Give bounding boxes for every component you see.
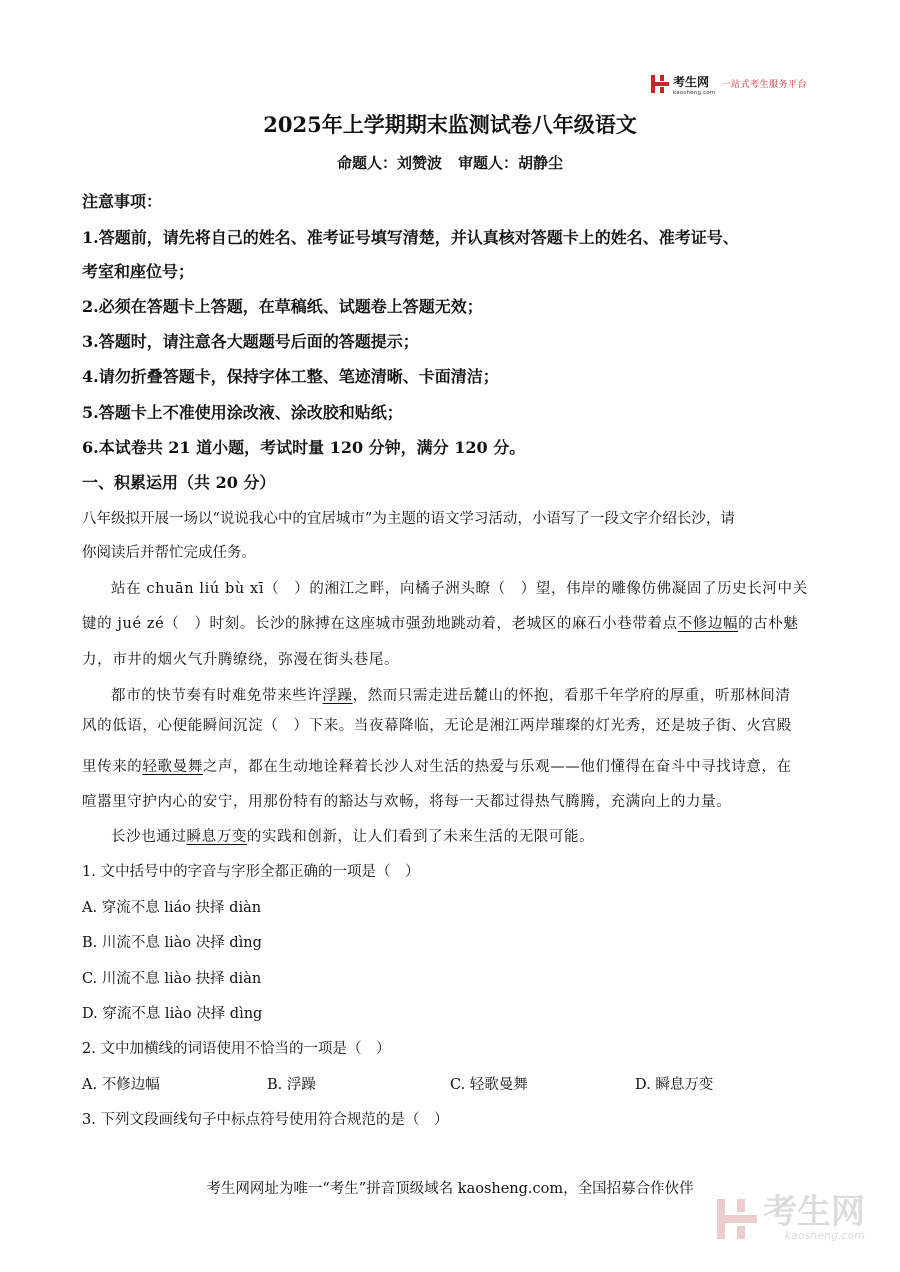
underlined-word: 瞬息万变 <box>186 829 247 845</box>
watermark-logo-icon <box>717 1199 757 1239</box>
question-3: 3. 下列文段画线句子中标点符号使用符合规范的是（ ） <box>82 1112 449 1128</box>
q2-option-b: B. 浮躁 <box>267 1077 316 1093</box>
passage-line: 风的低语，心便能瞬间沉淀（ ）下来。当夜幕降临，无论是湘江两岸璀璨的灯光秀，还是坡子街、火宫殿 <box>82 718 792 734</box>
passage-line: 键的 jué zé（ ）时刻。长沙的脉搏在这座城市强劲地跳动着，老城区的麻石小巷带着点不修边幅的古朴魅 <box>82 616 799 632</box>
passage-line: 都市的快节奏有时难免带来些许浮躁，然而只需走进岳麓山的怀抱，看那千年学府的厚重，听那林间清 <box>111 688 791 704</box>
q1-option-c: C. 川流不息 liào 抉择 diàn <box>82 971 262 987</box>
watermark-name: 考生网 <box>763 1192 865 1232</box>
passage-line: 力，市井的烟火气升腾缭绕，弥漫在街头巷尾。 <box>82 652 400 668</box>
q1-option-b: B. 川流不息 liào 决择 dìng <box>82 935 262 951</box>
note-line: 4.请勿折叠答题卡，保持字体工整、笔迹清晰、卡面清洁； <box>82 367 499 386</box>
q2-options <box>82 1073 782 1094</box>
section-heading: 一、积累运用（共 20 分） <box>82 473 276 492</box>
setter: 命题人：刘赞波 <box>336 154 442 172</box>
q2-option-d: D. 瞬息万变 <box>635 1077 714 1093</box>
note-line: 2.必须在答题卡上答题，在草稿纸、试题卷上答题无效； <box>82 297 483 316</box>
question-2: 2. 文中加横线的词语使用不恰当的一项是（ ） <box>82 1041 391 1057</box>
notes-heading: 注意事项： <box>82 192 163 211</box>
passage-line: 站在 chuān liú bù xī（ ）的湘江之畔，向橘子洲头瞭（ ）望，伟岸的雕像仿佛凝固了历史长河中关 <box>111 581 808 597</box>
q1-option-d: D. 穿流不息 liào 决择 dìng <box>82 1006 263 1022</box>
passage-line: 喧嚣里守护内心的安宁，用那份特有的豁达与欢畅，将每一天都过得热气腾腾，充满向上的力量。 <box>82 794 732 810</box>
q2-option-c: C. 轻歌曼舞 <box>450 1077 528 1093</box>
intro-text: 你阅读后并帮忙完成任务。 <box>82 545 256 561</box>
logo-url: kaosheng.com <box>673 90 716 96</box>
logo-slogan: 一站式考生服务平台 <box>721 80 807 90</box>
reviewer: 审题人：胡静尘 <box>458 154 564 172</box>
watermark-url: kaosheng.com <box>784 1229 865 1242</box>
exam-title: 2025年上学期期末监测试卷八年级语文 <box>263 112 637 137</box>
note-line: 1.答题前，请先将自己的姓名、准考证号填写清楚，并认真核对答题卡上的姓名、准考证号、 <box>82 228 739 247</box>
footer-text: 考生网网址为唯一“考生”拼音顶级域名 kaosheng.com，全国招募合作伙伴 <box>206 1181 694 1197</box>
note-line: 考室和座位号； <box>82 262 195 281</box>
intro-text: 八年级拟开展一场以“说说我心中的宜居城市”为主题的语文学习活动，小语写了一段文字介绍长沙，请 <box>82 511 735 527</box>
passage-line: 长沙也通过瞬息万变的实践和创新，让人们看到了未来生活的无限可能。 <box>111 829 595 845</box>
note-line: 3.答题时，请注意各大题题号后面的答题提示； <box>82 332 419 351</box>
question-1: 1. 文中括号中的字音与字形全都正确的一项是（ ） <box>82 864 420 880</box>
underlined-word: 轻歌曼舞 <box>142 759 203 775</box>
note-line: 6.本试卷共 21 道小题，考试时量 120 分钟，满分 120 分。 <box>82 438 526 457</box>
logo-icon <box>651 75 669 93</box>
logo-name: 考生网 <box>673 75 710 89</box>
underlined-word: 浮躁 <box>322 688 353 704</box>
passage-line: 里传来的轻歌曼舞之声，都在生动地诠释着长沙人对生活的热爱与乐观——他们懂得在奋斗中寻找诗意，在 <box>82 759 792 775</box>
watermark <box>717 1192 865 1242</box>
underlined-word: 不修边幅 <box>677 616 739 632</box>
exam-authors <box>0 152 900 173</box>
q2-option-a: A. 不修边幅 <box>82 1077 160 1093</box>
q1-option-a: A. 穿流不息 liáo 抉择 diàn <box>82 900 262 916</box>
note-line: 5.答题卡上不准使用涂改液、涂改胶和贴纸； <box>82 403 403 422</box>
brand-logo <box>651 71 807 96</box>
